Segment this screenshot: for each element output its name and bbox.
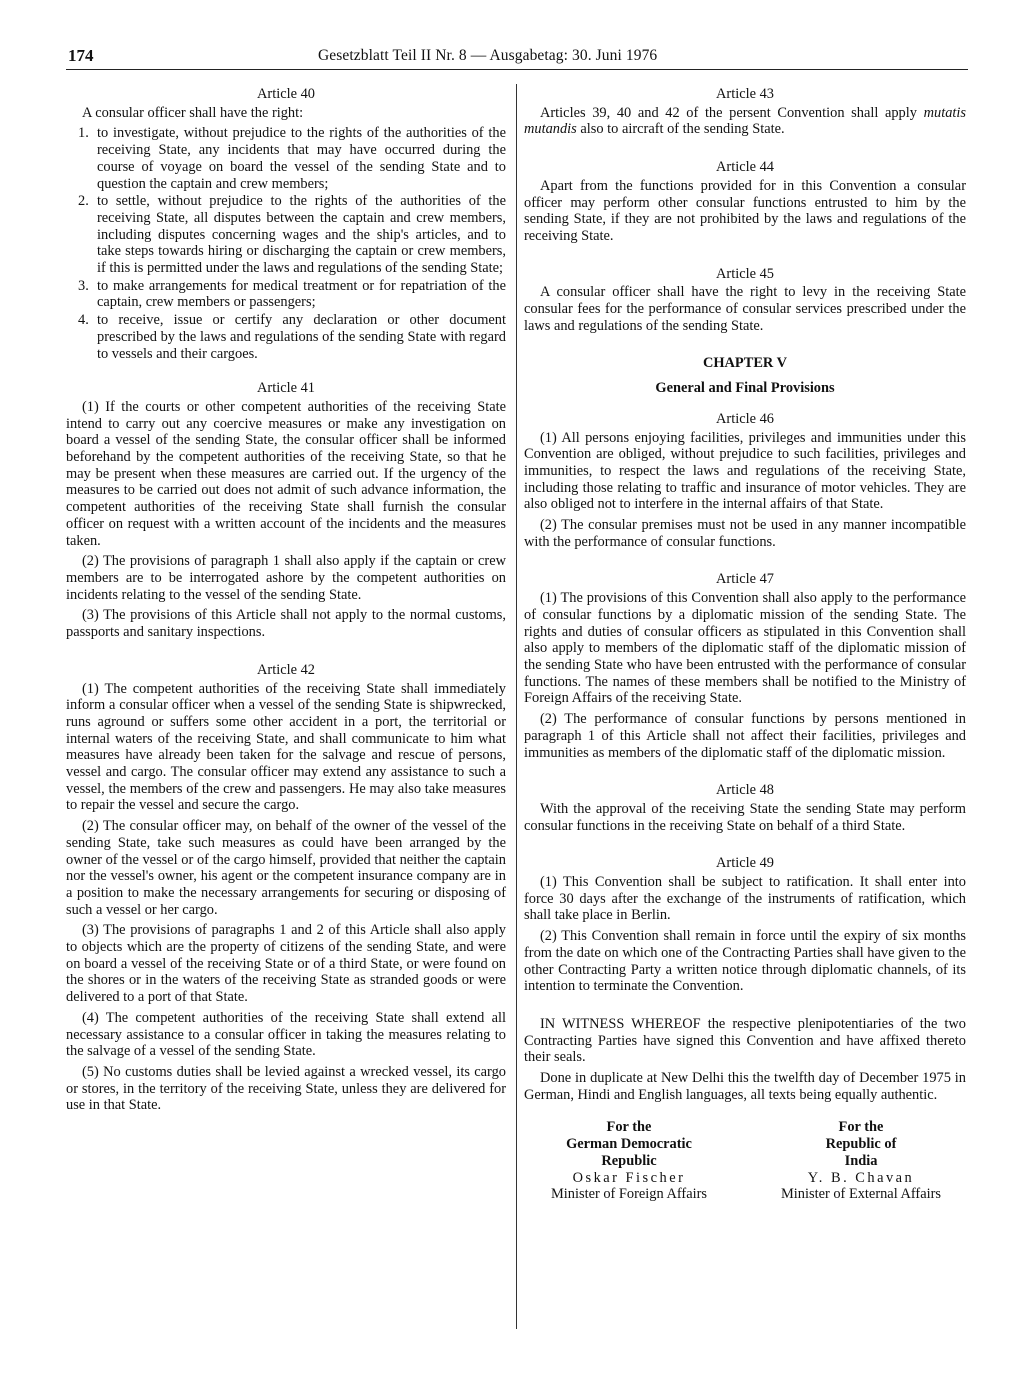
column-divider xyxy=(516,84,517,1329)
signatory-name: Y. B. Chavan xyxy=(807,1169,915,1186)
article-40-list xyxy=(66,125,506,362)
article-40-title: Article 40 xyxy=(257,86,315,102)
paragraph: (2) The consular officer may, on behalf of the owner of the vessel of the sending State, take such measures as could have been arranged by the owner of the vessel or of the cargo himself, provided that neither the captain nor the vessel's owner, his agent or the competent insurance company are in a position to make the necessary arrangements for securing or disposing of such a vessel or her cargo. xyxy=(66,818,506,918)
left-column xyxy=(66,86,506,1118)
done-clause: Done in duplicate at New Delhi this the twelfth day of December 1975 in German, Hindi and English languages, all texts being equally authentic. xyxy=(524,1070,966,1103)
right-column xyxy=(524,86,966,1203)
paragraph: With the approval of the receiving State the sending State may perform consular functions in the receiving State on behalf of a third State. xyxy=(524,800,966,834)
signature-india: For the Republic of India Y. B. Chavan Minister of External Affairs xyxy=(756,1119,966,1203)
witness-clause: IN WITNESS WHEREOF the respective plenipotentiaries of the two Contracting Parties have signed this Convention and have affixed thereto their seals. xyxy=(524,1015,966,1066)
paragraph: (5) No customs duties shall be levied against a wrecked vessel, its cargo or stores, in the territory of the receiving State, unless they are delivered for use in that State. xyxy=(66,1063,506,1114)
paragraph: (2) The provisions of paragraph 1 shall also apply if the captain or crew members are to be interrogated ashore by the competent authorities on incidents relating to the vessel of the sending State. xyxy=(66,553,506,603)
paragraph: (1) All persons enjoying facilities, privileges and immunities under this Convention are obliged, without prejudice to such facilities, privileges and immunities, to respect the laws and regulations of the receiving State, including those relating to traffic and insurance of motor vehicles. They are also obliged not to interfere in the internal affairs of that State. xyxy=(524,429,966,513)
article-41-title: Article 41 xyxy=(257,380,315,397)
article-46-title: Article 46 xyxy=(716,410,774,427)
signature-gdr: For the German Democratic Republic Oskar Fischer Minister of Foreign Affairs xyxy=(524,1119,734,1203)
paragraph: Apart from the functions provided for in this Convention a consular officer may perform other consular functions entrusted to him by the sending State, if they are not prohibited by the laws and regulations of the receiving State. xyxy=(524,177,966,244)
signatory-role: Minister of Foreign Affairs xyxy=(550,1186,707,1203)
list-item: 3. to make arrangements for medical treatment or for repatriation of the captain, crew members or passengers; xyxy=(78,277,506,311)
article-47-title: Article 47 xyxy=(716,571,774,588)
paragraph: (1) This Convention shall be subject to ratification. It shall enter into force 30 days after the exchange of the instruments of ratification, which shall take place in Berlin. xyxy=(524,874,966,924)
header-rule xyxy=(66,69,968,70)
article-40-intro: A consular officer shall have the right: xyxy=(82,104,304,121)
paragraph: (1) If the courts or other competent authorities of the receiving State intend to carry out any coercive measures or make any investigation on board a vessel of the sending State, the consular officer shall be informed beforehand by the competent authorities of the receiving State, so that he may be present when these measures are carried out. If the urgency of the measures to be carried out does not admit of such advance information, the competent authorities of the receiving State shall furnish the consular officer on request with a written account of the incidents and the measures taken. xyxy=(66,398,506,549)
article-43-title: Article 43 xyxy=(716,86,774,102)
chapter-heading: CHAPTER V xyxy=(702,355,788,372)
list-item: 4. to receive, issue or certify any declaration or other document prescribed by the laws and regulations of the sending State with regard to vessels and their cargoes. xyxy=(78,312,506,362)
article-44-title: Article 44 xyxy=(716,159,774,176)
paragraph: (2) This Convention shall remain in force until the expiry of six months from the date on which one of the Contracting Parties shall have given to the other Contracting Party a written notice through diplomatic channels, of its intention to terminate the Convention. xyxy=(524,928,966,995)
paragraph: (1) The provisions of this Convention shall also apply to the performance of consular functions by a diplomatic mission of the sending State. The rights and duties of consular officers as stipulated in this Convention shall also apply to members of the diplomatic staff of the diplomatic mission of the sending State who have been entrusted with the performance of consular functions. The names of these members shall be notified to the Ministry of Foreign Affairs of the receiving State. xyxy=(524,590,966,707)
page-header xyxy=(0,46,1024,72)
paragraph: A consular officer shall have the right to levy in the receiving State consular fees for the performance of consular services prescribed under the laws and regulations of the sending State. xyxy=(524,284,966,334)
paragraph: Articles 39, 40 and 42 of the persent Convention shall apply mutatis mutandis also to aircraft of the sending State. xyxy=(524,104,966,138)
signatory-name: Oskar Fischer xyxy=(572,1169,686,1186)
article-49-title: Article 49 xyxy=(716,855,774,872)
paragraph: (3) The provisions of this Article shall not apply to the normal customs, passports and sanitary inspections. xyxy=(66,607,506,641)
article-42-title: Article 42 xyxy=(257,661,315,678)
signatory-role: Minister of External Affairs xyxy=(781,1186,941,1203)
paragraph: (1) The competent authorities of the receiving State shall immediately inform a consular officer when a vessel of the sending State is shipwrecked, runs aground or suffers some other accident in a port, the territorial or internal waters of the receiving State, and shall communicate to him what measures have already been taken for the salvage and rescue of persons, vessel and cargo. The consular officer may extend any assistance to such a vessel, the members of the crew and passengers. He may also take measures to repair the vessel and secure the cargo. xyxy=(66,680,506,814)
running-title: Gesetzblatt Teil II Nr. 8 — Ausgabetag: 30. Juni 1976 xyxy=(318,47,658,64)
paragraph: (4) The competent authorities of the receiving State shall extend all necessary assistance to a consular officer in taking the measures relating to the salvage of a vessel of the sending State. xyxy=(66,1009,506,1060)
paragraph: (2) The consular premises must not be used in any manner incompatible with the performance of consular functions. xyxy=(524,517,966,550)
signature-blocks xyxy=(524,1119,966,1203)
article-45-title: Article 45 xyxy=(716,265,774,282)
paragraph: (2) The performance of consular functions by persons mentioned in paragraph 1 of this Article shall not affect their facilities, privileges and immunities as members of the diplomatic staff of the diplomatic mission. xyxy=(524,711,966,761)
list-item: 2. to settle, without prejudice to the rights of the authorities of the receiving State, all disputes between the captain and crew members, including disputes concerning wages and the ship's articles, and to take steps towards hiring or discharging the captain or crew members, if this is permitted under the laws and regulations of the sending State; xyxy=(78,193,506,277)
page-number: 174 xyxy=(68,46,94,65)
chapter-subheading: General and Final Provisions xyxy=(655,380,835,397)
article-48-title: Article 48 xyxy=(716,782,774,799)
list-item: 1. to investigate, without prejudice to the rights of the authorities of the receiving State, any incidents that may have occurred during the course of voyage on board the vessel of the sending State and to question the captain and crew members; xyxy=(78,125,506,192)
paragraph: (3) The provisions of paragraphs 1 and 2 of this Article shall also apply to objects which are the property of citizens of the sending State, and were on board a vessel of the receiving State or of a third State, or were found on the shores or in the waters of the receiving State as stranded goods or were delivered to a port of that State. xyxy=(66,922,506,1006)
